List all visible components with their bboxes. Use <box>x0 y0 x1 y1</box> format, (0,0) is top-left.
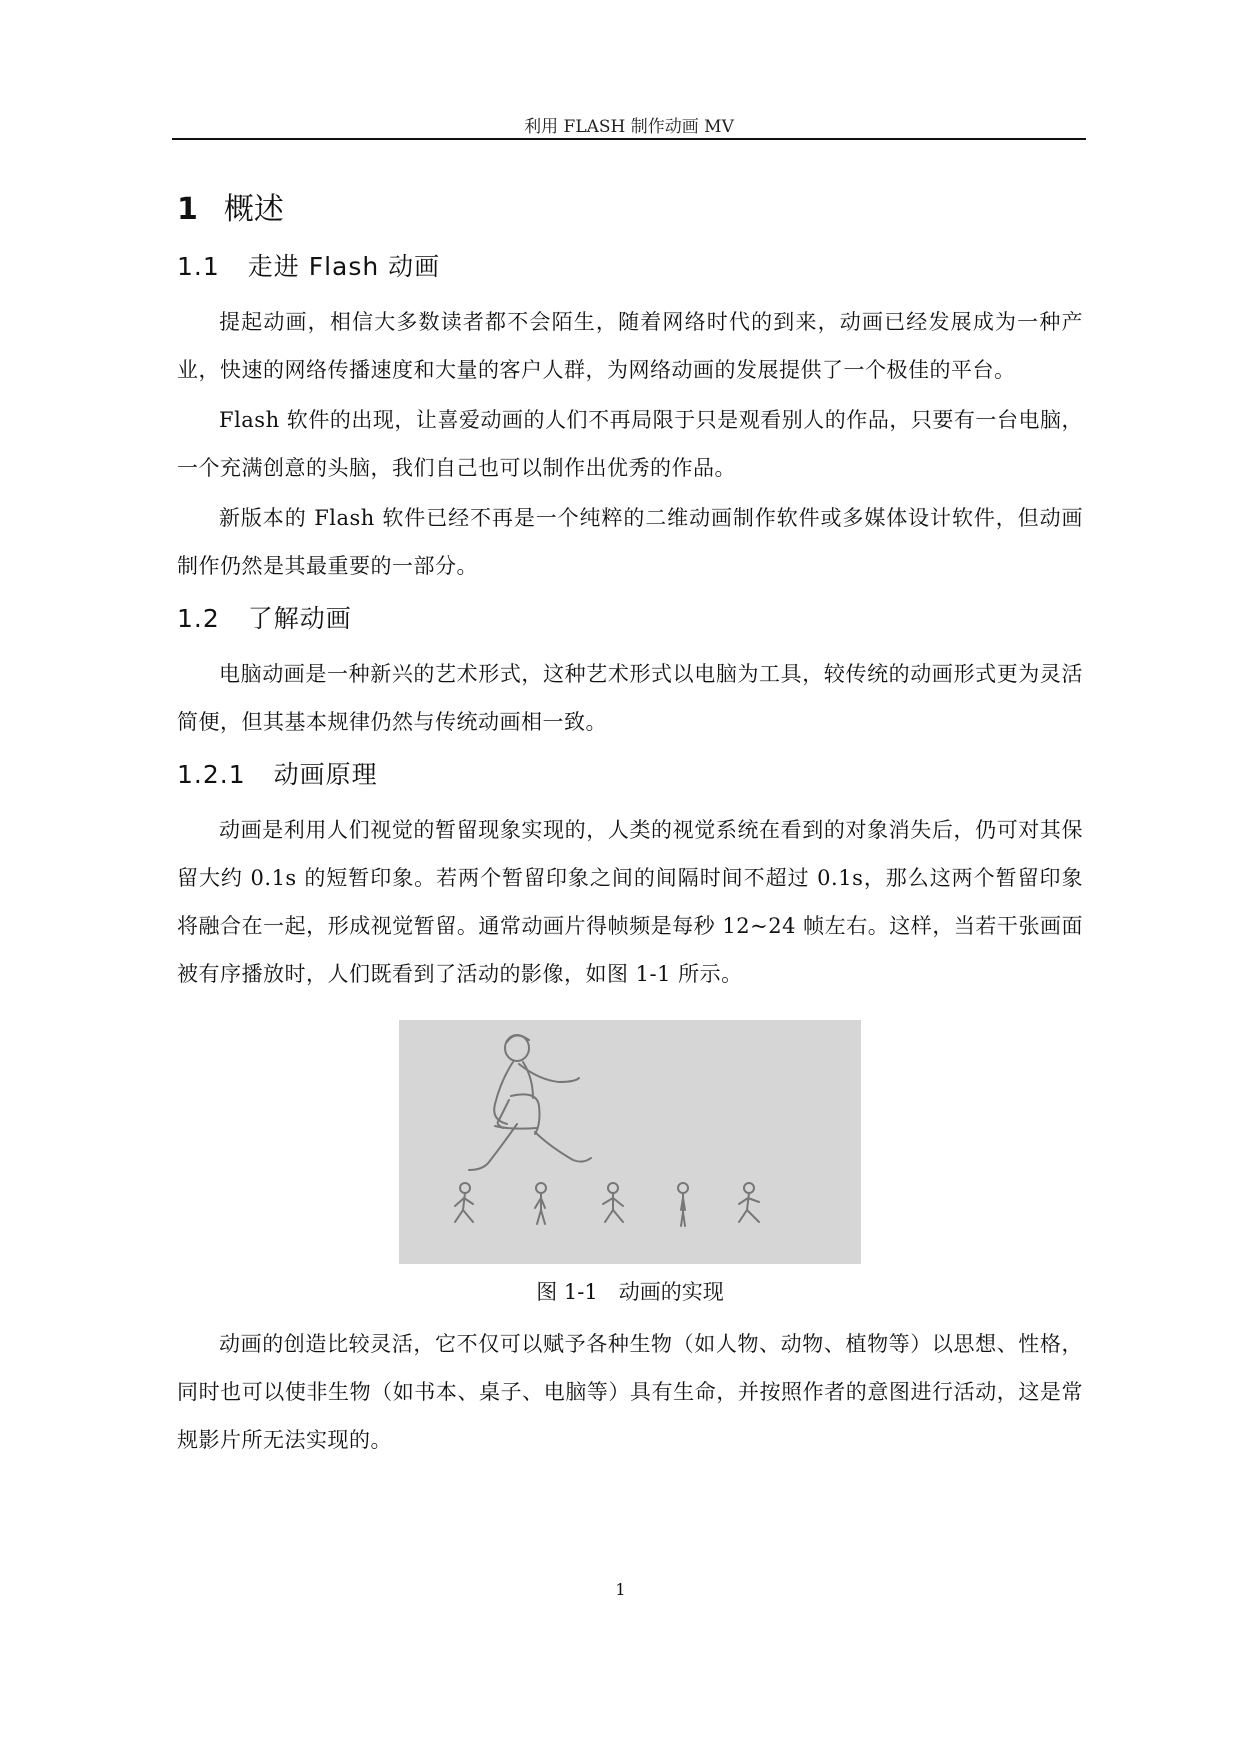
paragraph: 提起动画，相信大多数读者都不会陌生，随着网络时代的到来，动画已经发展成为一种产业，快速的网络传播速度和大量的客户人群，为网络动画的发展提供了一个极佳的平台。 <box>177 310 1083 382</box>
section-title: 动画原理 <box>273 760 378 789</box>
paragraph: 动画的创造比较灵活，它不仅可以赋予各种生物（如人物、动物、植物等）以思想、性格，同时也可以使非生物（如书本、桌子、电脑等）具有生命，并按照作者的意图进行活动，这是常规影片所无法实现的。 <box>177 1332 1083 1452</box>
paragraph: 动画是利用人们视觉的暂留现象实现的，人类的视觉系统在看到的对象消失后，仍可对其保留大约 0.1s 的短暂印象。若两个暂留印象之间的间隔时间不超过 0.1s，那么这两个暂留印象将融合在一起，形成视觉暂留。通常动画片得帧频是每秒 12~24 帧左右。这样，当若干张画面被有序播放时，人们既看到了活动的影像，如图 1-1 所示。 <box>177 818 1083 986</box>
section-title: 走进 Flash 动画 <box>247 252 441 281</box>
walking-figure-icon <box>399 1020 861 1264</box>
section-heading-1-2 <box>177 598 1083 640</box>
paragraph: Flash 软件的出现，让喜爱动画的人们不再局限于只是观看别人的作品，只要有一台电脑，一个充满创意的头脑，我们自己也可以制作出优秀的作品。 <box>177 408 1083 480</box>
paragraph: 电脑动画是一种新兴的艺术形式，这种艺术形式以电脑为工具，较传统的动画形式更为灵活简便，但其基本规律仍然与传统动画相一致。 <box>177 662 1083 734</box>
section-number: 1.1 <box>177 252 220 281</box>
chapter-heading <box>177 186 1083 234</box>
page-number: 1 <box>615 1580 626 1599</box>
figure-walking-animation <box>399 1020 861 1264</box>
chapter-number: 1 <box>177 192 198 227</box>
section-number: 1.2.1 <box>177 760 246 789</box>
figure-caption: 图 1-1 动画的实现 <box>536 1280 724 1304</box>
section-title: 了解动画 <box>247 604 352 633</box>
section-number: 1.2 <box>177 604 220 633</box>
running-header: 利用 FLASH 制作动画 MV <box>524 117 734 137</box>
paragraph: 新版本的 Flash 软件已经不再是一个纯粹的二维动画制作软件或多媒体设计软件，但动画制作仍然是其最重要的一部分。 <box>177 506 1083 578</box>
section-heading-1-2-1 <box>177 754 1083 796</box>
page-body <box>177 186 1083 1466</box>
chapter-title: 概述 <box>223 192 284 227</box>
header-rule <box>172 138 1086 140</box>
section-heading-1-1 <box>177 246 1083 288</box>
